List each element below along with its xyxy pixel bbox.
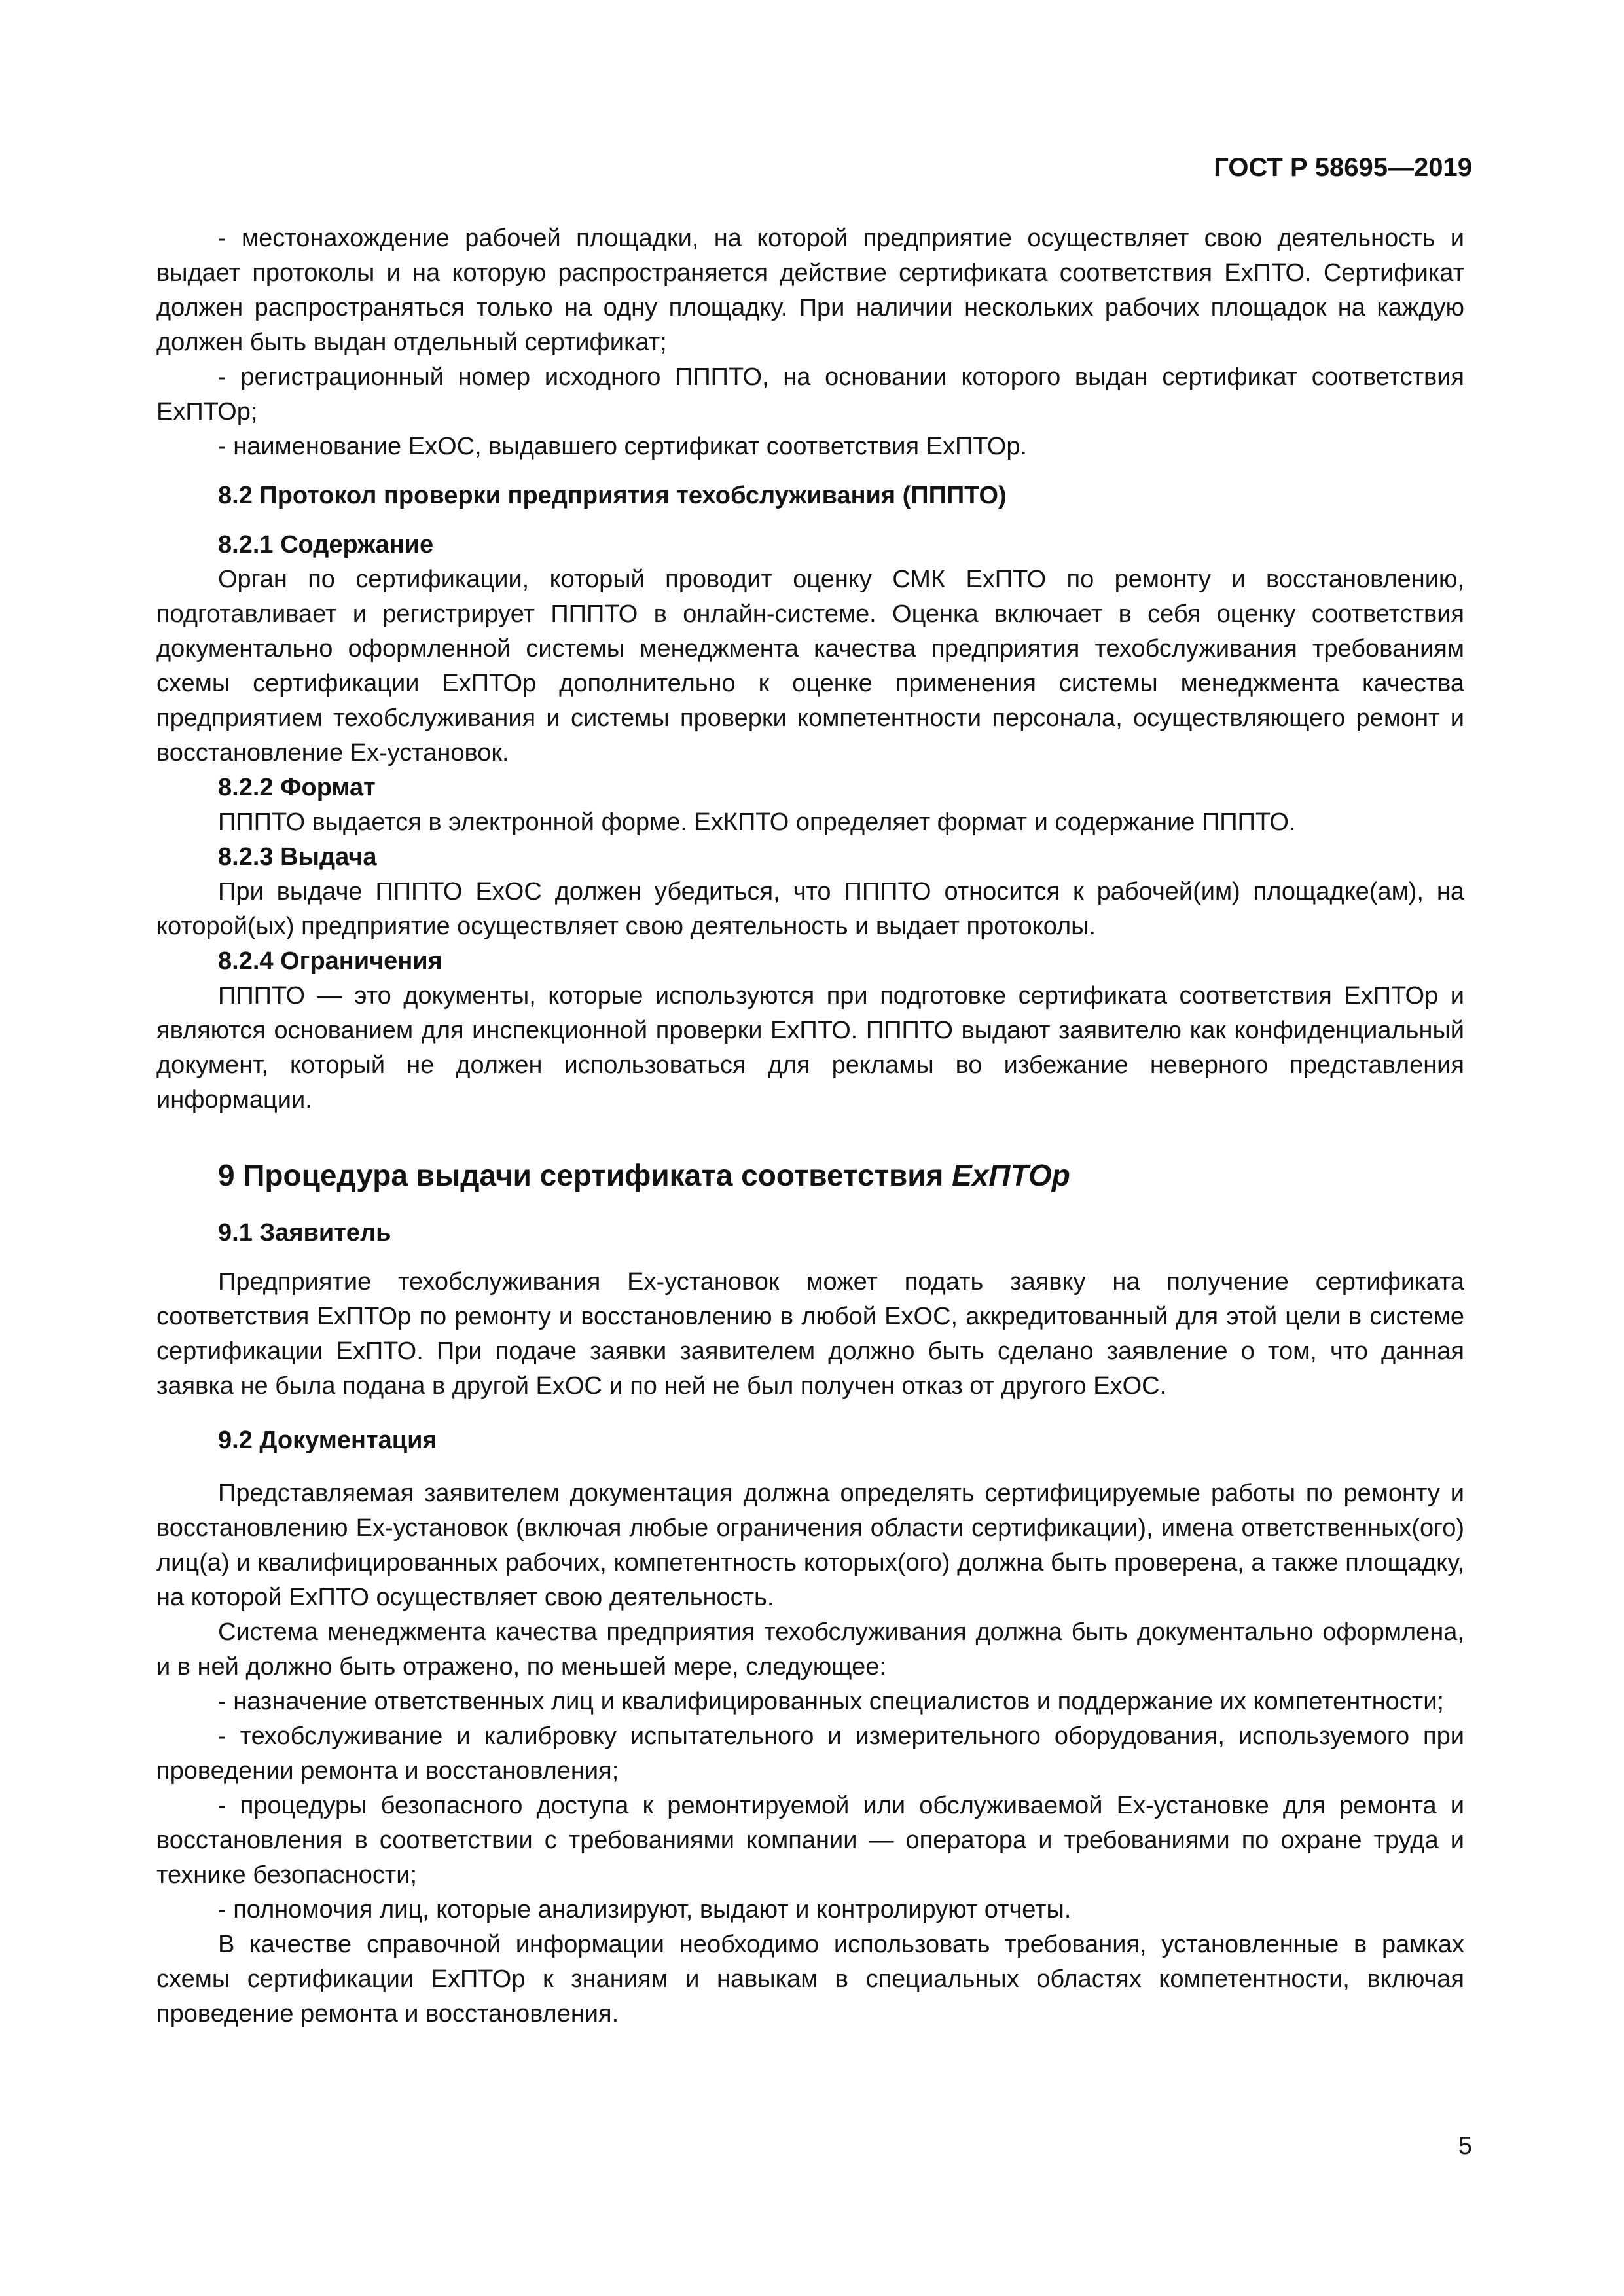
section-8-2-1-text: Орган по сертификации, который проводит оценку СМК ExПТО по ремонту и восстановлению, подготавливает и регистрирует ПППТО в онлайн-системе. Оценка включает в себя оценку соответствия документально оформленной системы менеджмента качества предприятия техобслуживания требованиям схемы сертификации ExПТОр дополнительно к оценке применения системы менеджмента качества предприятием техобслуживания и системы проверки компетентности персонала, осуществляющего ремонт и восстановление Ex-установок. [156,566,1464,767]
section-8-2-2-text: ПППТО выдается в электронной форме. ExКПТО определяет формат и содержание ПППТО. [218,809,1296,836]
section-8-2-1-heading: 8.2.1 Содержание [218,531,434,558]
section-9-title: 9 Процедура выдачи сертификата соответствия [218,1158,944,1192]
section-9-1-text: Предприятие техобслуживания Ex-установок может подать заявку на получение сертификата соответствия ExПТОр по ремонту и восстановлению в любой ExОС, аккредитованный для этой цели в системе сертификации ExПТО. При подаче заявки заявителем должно быть сделано заявление о том, что данная заявка не была подана в другой ExОС и по ней не был получен отказ от другого ExОС. [156,1268,1464,1400]
list-item: - наименование ExОС, выдавшего сертификат соответствия ExПТОр. [218,433,1028,460]
page-number: 5 [1458,2132,1472,2160]
section-9-2-paragraph: Представляемая заявителем документация должна определять сертифицируемые работы по ремонту и восстановлению Ex-установок (включая любые ограничения области сертификации), имена ответственных(ого) лиц(а) и квалифицированных рабочих, компетентность которых(ого) должна быть проверена, а также площадку, на которой ExПТО осуществляет свою деятельность. [156,1480,1464,1611]
list-item: - процедуры безопасного доступа к ремонтируемой или обслуживаемой Ex-установке для ремонта и восстановления в соответствии с требованиями компании — оператора и требованиями по охране труда и технике безопасности; [156,1792,1464,1889]
section-8-2-2-heading: 8.2.2 Формат [218,774,376,801]
section-9-title-italic: ExПТОр [952,1158,1070,1192]
list-item: - местонахождение рабочей площадки, на которой предприятие осуществляет свою деятельность и выдает протоколы и на которую распространяется действие сертификата соответствия ExПТО. Сертификат должен распространяться только на одну площадку. При наличии нескольких рабочих площадок на каждую должен быть выдан отдельный сертификат; [156,225,1464,356]
list-item: - полномочия лиц, которые анализируют, выдают и контролируют отчеты. [218,1896,1072,1923]
section-8-2-4-text: ПППТО — это документы, которые используются при подготовке сертификата соответствия ExПТОр и являются основанием для инспекционной проверки ExПТО. ПППТО выдают заявителю как конфиденциальный документ, который не должен использоваться для рекламы во избежание неверного представления информации. [156,982,1464,1114]
section-9-2-heading: 9.2 Документация [218,1427,437,1454]
section-9-1-heading: 9.1 Заявитель [218,1219,391,1247]
section-9-2-paragraph: В качестве справочной информации необходимо использовать требования, установленные в рамках схемы сертификации ExПТОр к знаниям и навыкам в специальных областях компетентности, включая проведение ремонта и восстановления. [156,1931,1464,2028]
section-8-2-3-heading: 8.2.3 Выдача [218,843,377,871]
document-id-header: ГОСТ Р 58695—2019 [1214,153,1472,182]
list-item: - назначение ответственных лиц и квалифицированных специалистов и поддержание их компетентности; [218,1688,1444,1715]
section-8-2-heading: 8.2 Протокол проверки предприятия техобслуживания (ПППТО) [218,482,1007,509]
section-9-2-paragraph: Система менеджмента качества предприятия техобслуживания должна быть документально оформлена, и в ней должно быть отражено, по меньшей мере, следующее: [156,1618,1464,1681]
section-9-heading [156,1156,1464,1195]
section-8-2-3-text: При выдаче ПППТО ExОС должен убедиться, что ПППТО относится к рабочей(им) площадке(ам), на которой(ых) предприятие осуществляет свою деятельность и выдает протоколы. [156,878,1464,940]
document-body [156,221,1464,2032]
list-item: - регистрационный номер исходного ПППТО, на основании которого выдан сертификат соответствия ExПТОр; [156,363,1464,426]
list-item: - техобслуживание и калибровку испытательного и измерительного оборудования, используемого при проведении ремонта и восстановления; [156,1722,1464,1785]
section-8-2-4-heading: 8.2.4 Ограничения [218,947,442,975]
